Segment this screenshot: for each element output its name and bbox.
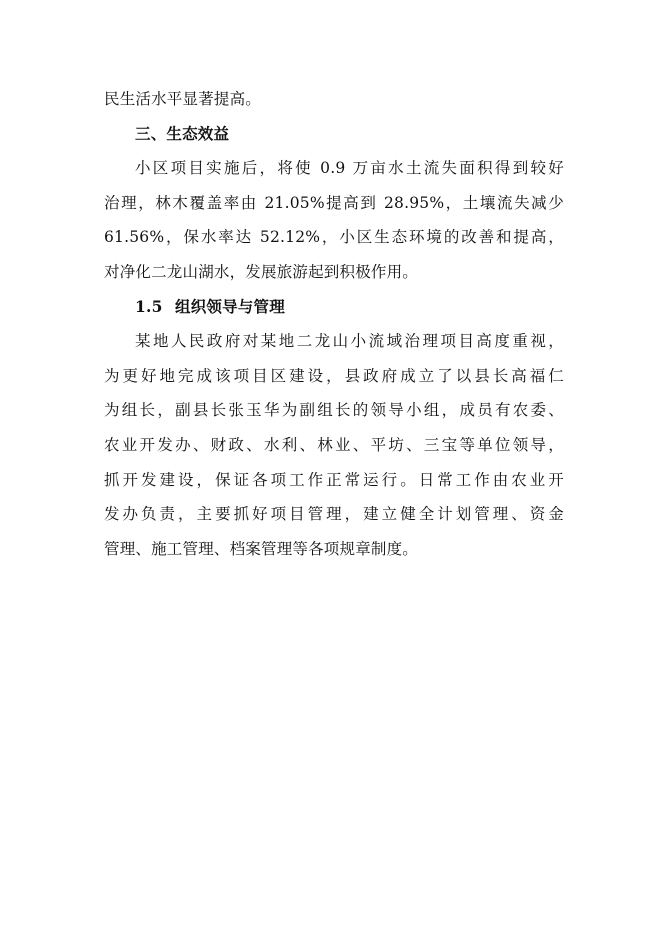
paragraph-line: 发办负责，主要抓好项目管理，建立健全计划管理、资金 xyxy=(104,505,564,524)
section-heading-organization xyxy=(104,290,564,325)
paragraph-line: 民生活水平显著提高。 xyxy=(104,90,262,108)
paragraph-line: 某地人民政府对某地二龙山小流域治理项目高度重视， xyxy=(135,332,564,351)
paragraph-line: 61.56%，保水率达 52.12%，小区生态环境的改善和提高， xyxy=(104,228,564,247)
section-number: 1.5 xyxy=(135,296,163,316)
paragraph-line: 治理，林木覆盖率由 21.05%提高到 28.95%，土壤流失减少 xyxy=(104,193,564,212)
paragraph-line: 为更好地完成该项目区建设，县政府成立了以县长高福仁 xyxy=(104,366,564,385)
paragraph-line: 小区项目实施后，将使 0.9 万亩水土流失面积得到较好 xyxy=(135,159,564,178)
paragraph-line: 对净化二龙山湖水，发展旅游起到积极作用。 xyxy=(104,262,419,281)
paragraph-line: 农业开发办、财政、水利、林业、平坊、三宝等单位领导， xyxy=(104,435,564,454)
paragraph-line: 抓开发建设，保证各项工作正常运行。日常工作由农业开 xyxy=(104,470,564,489)
document-body xyxy=(104,82,564,566)
paragraph-line: 管理、施工管理、档案管理等各项规章制度。 xyxy=(104,539,419,558)
section-heading-ecological-benefits: 三、生态效益 xyxy=(135,123,230,143)
section-title: 组织领导与管理 xyxy=(175,296,285,316)
paragraph-line: 为组长，副县长张玉华为副组长的领导小组，成员有农委、 xyxy=(104,401,564,420)
